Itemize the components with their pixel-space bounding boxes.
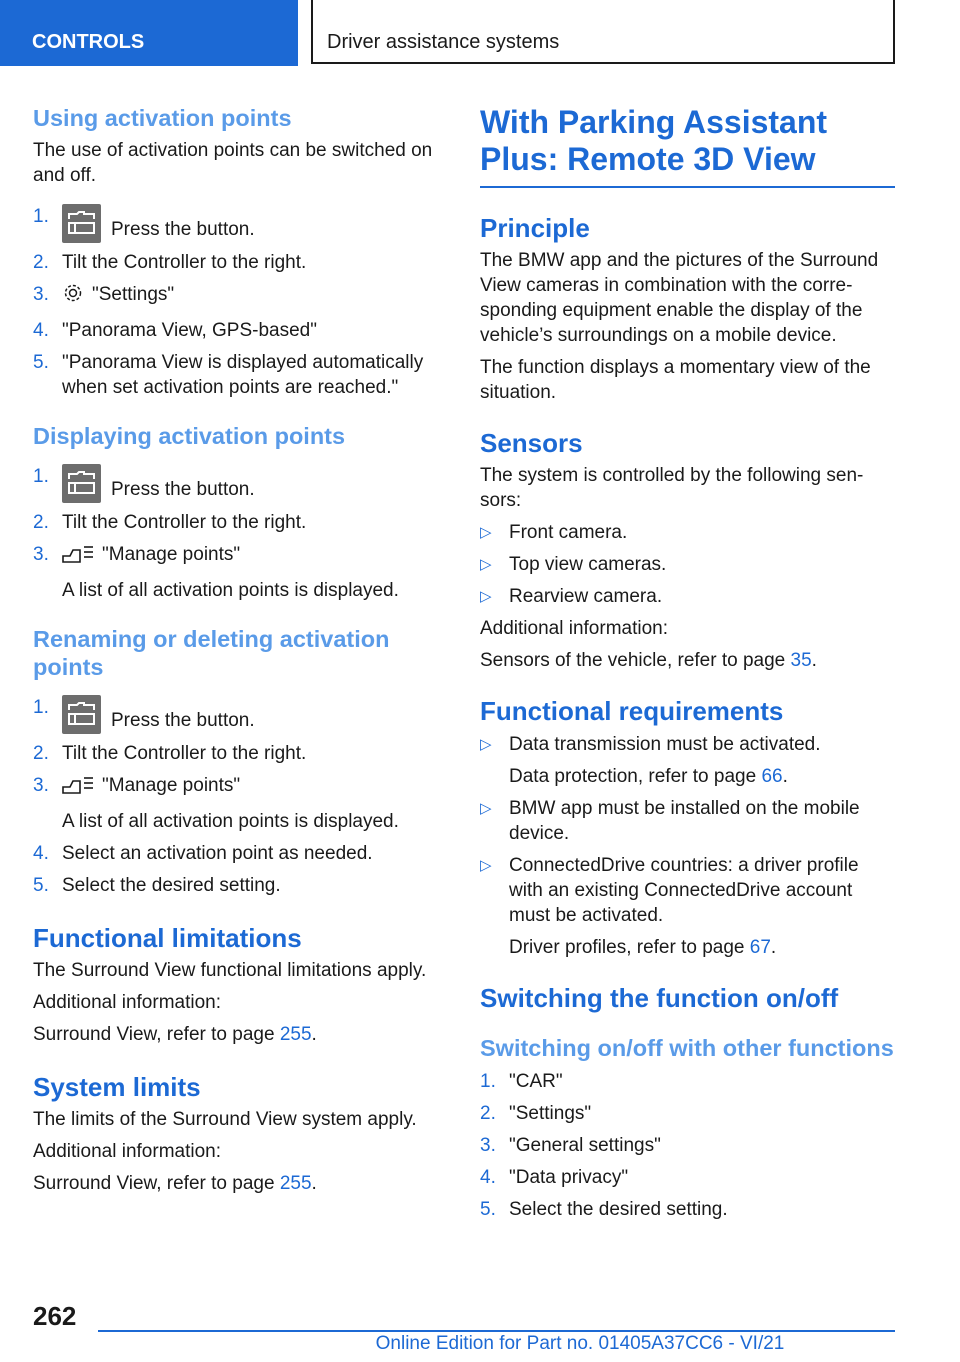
- page-link[interactable]: 35: [790, 650, 812, 671]
- camera-view-icon: [62, 204, 101, 243]
- heading-system-limits: System limits: [33, 1072, 201, 1102]
- manage-points-icon: [62, 544, 94, 571]
- list-item: 2. Tilt the Controller to the right.: [33, 252, 307, 273]
- list-item: 4. "Panorama View, GPS-based": [33, 320, 317, 341]
- list-item: 3. "General settings": [480, 1135, 661, 1156]
- list-item: 4. "Data privacy": [480, 1167, 629, 1188]
- camera-view-icon: [62, 464, 101, 503]
- list-item: 1. Press the button.: [33, 695, 441, 734]
- triangle-right-icon: ▷: [480, 857, 492, 874]
- heading-renaming-deleting: Renaming or deleting activation points: [33, 626, 390, 680]
- heading-functional-requirements: Functional requirements: [480, 696, 784, 726]
- heading-using-activation-points: Using activation points: [33, 105, 292, 131]
- main-title: With Parking Assistant Plus: Remote 3D View: [480, 104, 828, 177]
- list-item: 2. Tilt the Controller to the right.: [33, 743, 307, 764]
- using-intro: The use of activation points can be switched on and off.: [33, 140, 433, 186]
- heading-functional-limitations: Functional limitations: [33, 923, 302, 953]
- heading-displaying-activation-points: Displaying activation points: [33, 423, 346, 449]
- footer-rule: [98, 1330, 895, 1332]
- sensors-list: [480, 520, 895, 609]
- sensors-additional: Additional information:: [480, 618, 668, 639]
- manage-points-icon: [62, 775, 94, 802]
- list-item: ▷ ConnectedDrive countries: a driver profile with an existing ConnectedDrive account must be activated. Driver profiles, refer to page 67.: [480, 855, 859, 958]
- principle-text: The BMW app and the pictures of the Surround View cameras in combination with the corre‐sponding equipment enable the display of the vehicle’s surroundings on a mobile device.: [480, 250, 879, 346]
- page-number: 262: [33, 1301, 77, 1331]
- heading-switching-other-functions: Switching on/off with other functions: [480, 1035, 894, 1061]
- triangle-right-icon: ▷: [480, 800, 492, 817]
- camera-view-icon: [62, 695, 101, 734]
- list-item: 1. Press the button.: [33, 204, 441, 243]
- list-item: 2. Tilt the Controller to the right.: [33, 512, 307, 533]
- title-rule: [480, 186, 895, 188]
- section-tab: CONTROLS: [0, 0, 298, 66]
- limitations-ref: Surround View, refer to page 255.: [33, 1024, 317, 1045]
- heading-sensors: Sensors: [480, 428, 583, 458]
- principle-text-2: The function displays a momentary view of the situation.: [480, 357, 871, 403]
- gear-icon: [62, 282, 84, 311]
- heading-switching-function: Switching the function on/off: [480, 983, 839, 1013]
- list-item: 5. Select the desired setting.: [33, 875, 281, 896]
- triangle-right-icon: ▷: [480, 524, 492, 541]
- triangle-right-icon: ▷: [480, 736, 492, 753]
- triangle-right-icon: ▷: [480, 588, 492, 605]
- right-column: [480, 100, 895, 1222]
- page-link[interactable]: 255: [279, 1173, 312, 1194]
- triangle-right-icon: ▷: [480, 556, 492, 573]
- sensors-ref: Sensors of the vehicle, refer to page 35.: [480, 650, 817, 671]
- sensors-intro: The system is controlled by the following sen‐sors:: [480, 465, 864, 511]
- page-link[interactable]: 66: [761, 766, 783, 787]
- list-item: 1. Press the button.: [33, 464, 441, 503]
- list-item: ▷ Front camera.: [480, 522, 628, 543]
- list-item: 3. "Manage points" A list of all activation points is displayed.: [33, 544, 399, 601]
- page-link[interactable]: 255: [279, 1024, 312, 1045]
- using-steps: [33, 204, 441, 400]
- list-item: 1. "CAR": [480, 1071, 563, 1092]
- list-item: ▷ BMW app must be installed on the mobile device.: [480, 798, 860, 844]
- left-column: [33, 100, 441, 1196]
- edition-info: Online Edition for Part no. 01405A37CC6 - VI/21: [375, 1333, 785, 1354]
- system-limits-text: The limits of the Surround View system apply.: [33, 1109, 417, 1130]
- heading-principle: Principle: [480, 213, 590, 243]
- renaming-steps: [33, 695, 441, 898]
- list-item: ▷ Rearview camera.: [480, 586, 663, 607]
- list-item: 2. "Settings": [480, 1103, 592, 1124]
- list-item: 3. "Settings": [33, 282, 441, 311]
- list-item: ▷ Data transmission must be activated. Data protection, refer to page 66.: [480, 734, 821, 787]
- limitations-text: The Surround View functional limitations apply.: [33, 960, 427, 981]
- displaying-steps: [33, 464, 441, 603]
- list-item: ▷ Top view cameras.: [480, 554, 667, 575]
- list-item: 5. Select the desired setting.: [480, 1199, 728, 1220]
- list-item: 5. "Panorama View is displayed automatically when set activation points are reached.": [33, 352, 424, 398]
- page-link[interactable]: 67: [749, 937, 771, 958]
- page-header: [0, 0, 960, 66]
- system-limits-additional: Additional information:: [33, 1141, 221, 1162]
- requirements-list: [480, 732, 895, 960]
- switching-steps: [480, 1069, 895, 1222]
- list-item: 3. "Manage points" A list of all activation points is displayed.: [33, 775, 399, 832]
- list-item: 4. Select an activation point as needed.: [33, 843, 373, 864]
- limitations-additional: Additional information:: [33, 992, 221, 1013]
- system-limits-ref: Surround View, refer to page 255.: [33, 1173, 317, 1194]
- chapter-title: Driver assistance systems: [311, 0, 895, 64]
